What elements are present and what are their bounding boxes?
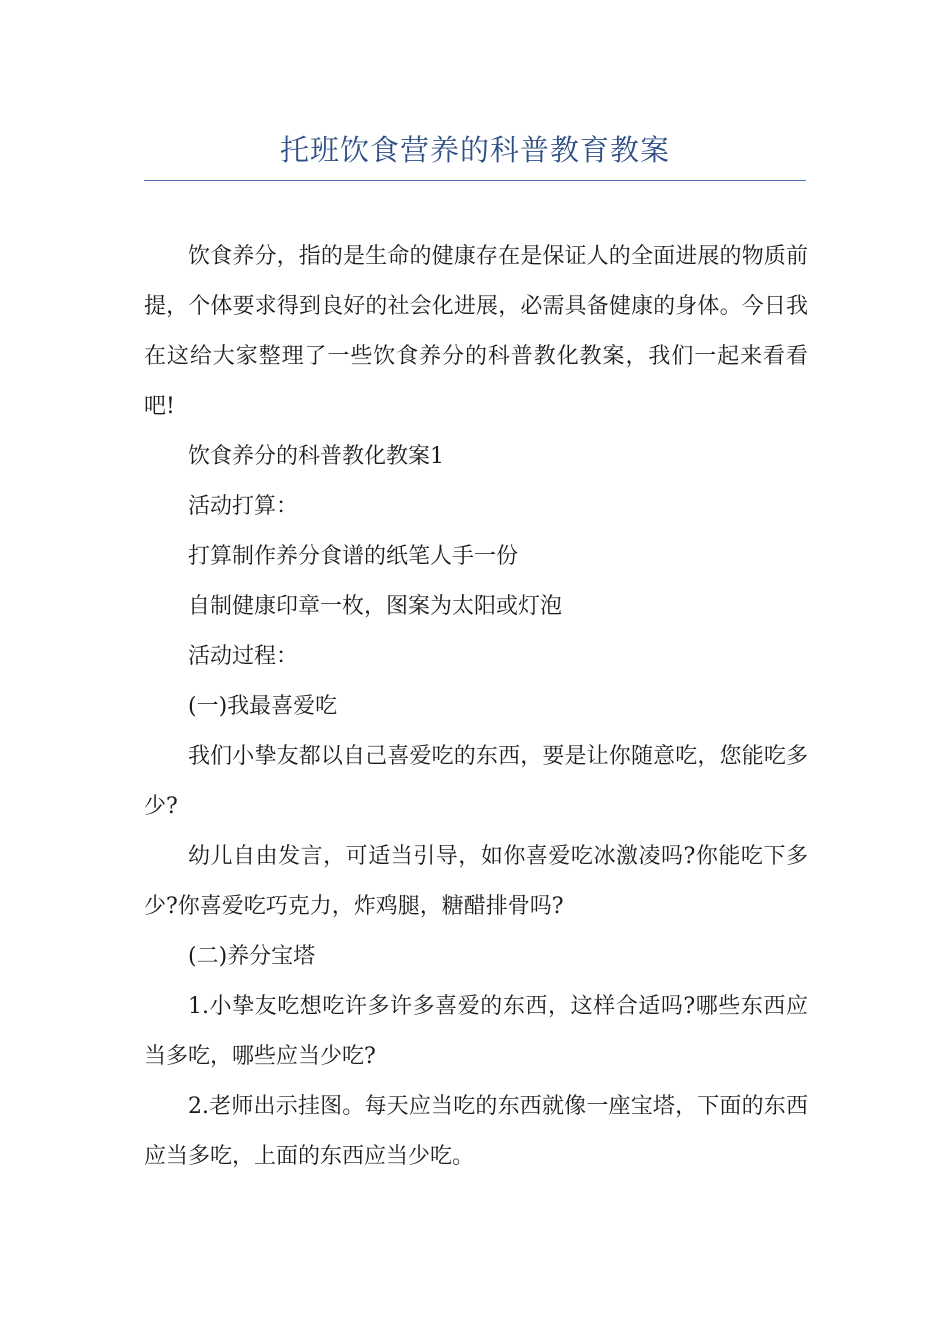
paragraph-section-2-heading: (二)养分宝塔 bbox=[188, 944, 316, 969]
paragraph-section-2-item-2: 2.老师出示挂图。每天应当吃的东西就像一座宝塔，下面的东西应当多吃，上面的东西应当少吃。 bbox=[144, 1094, 808, 1169]
paragraph-intro: 饮食养分，指的是生命的健康存在是保证人的全面进展的物质前提，个体要求得到良好的社会化进展，必需具备健康的身体。今日我在这给大家整理了一些饮食养分的科普教化教案，我们一起来看看吧! bbox=[144, 244, 808, 419]
paragraph-preparation-heading: 活动打算： bbox=[188, 494, 299, 519]
paragraph-preparation-item-1: 打算制作养分食谱的纸笔人手一份 bbox=[188, 544, 519, 569]
paragraph-section-1-text: 我们小挚友都以自己喜爱吃的东西，要是让你随意吃，您能吃多少? bbox=[144, 744, 808, 819]
paragraph-section-1-heading: (一)我最喜爱吃 bbox=[188, 694, 338, 719]
title-underline bbox=[144, 180, 806, 181]
document-body bbox=[144, 232, 808, 1182]
paragraph-lesson-heading: 饮食养分的科普教化教案1 bbox=[188, 444, 444, 469]
paragraph-process-heading: 活动过程： bbox=[188, 644, 299, 669]
paragraph-section-1-guidance: 幼儿自由发言，可适当引导，如你喜爱吃冰激凌吗?你能吃下多少?你喜爱吃巧克力，炸鸡腿，糖醋排骨吗? bbox=[144, 844, 808, 919]
document-title: 托班饮食营养的科普教育教案 bbox=[279, 133, 670, 167]
paragraph-section-2-item-1: 1.小挚友吃想吃许多许多喜爱的东西，这样合适吗?哪些东西应当多吃，哪些应当少吃? bbox=[144, 994, 808, 1069]
paragraph-preparation-item-2: 自制健康印章一枚，图案为太阳或灯泡 bbox=[188, 594, 563, 619]
